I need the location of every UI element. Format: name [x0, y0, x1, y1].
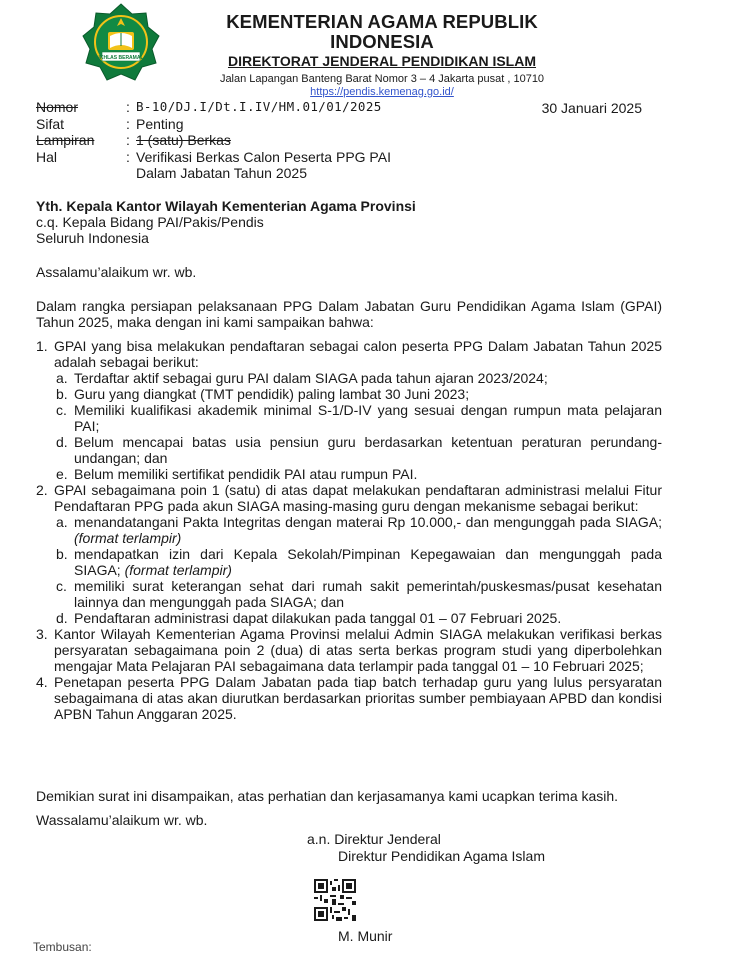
main-list [36, 338, 662, 722]
ministry-name: KEMENTERIAN AGAMA REPUBLIK INDONESIA [226, 11, 538, 52]
item-number: 2. [36, 482, 48, 498]
sub-item [54, 578, 662, 610]
sub-list [54, 370, 662, 482]
item-number: 3. [36, 626, 48, 642]
letterhead [172, 12, 592, 99]
sub-item [54, 434, 662, 466]
addressee-line2: c.q. Kepala Bidang PAI/Pakis/Pendis [36, 214, 264, 230]
sub-item-number: c. [56, 578, 67, 594]
colon: : [126, 148, 130, 165]
sifat-row [36, 116, 391, 133]
signature-an: a.n. Direktur Jenderal [307, 831, 441, 847]
hal-value-line1: Verifikasi Berkas Calon Peserta PPG PAI [136, 148, 391, 165]
directorate-name: DIREKTORAT JENDERAL PENDIDIKAN ISLAM [227, 53, 537, 69]
sub-item-text: Terdaftar aktif sebagai guru PAI dalam SIAGA pada tahun ajaran 2023/2024; [74, 370, 548, 386]
hal-row [36, 149, 391, 182]
list-item [36, 482, 662, 626]
hal-value [136, 149, 391, 182]
signatory-name: M. Munir [338, 928, 393, 944]
item-text: Penetapan peserta PPG Dalam Jabatan pada tiap batch terhadap guru yang lulus persyaratan sebagaimana di atas akan diurutkan berdasarkan prioritas sumber pembiayaan APBD dan kondisi APBN Tahun Anggaran 2025. [54, 674, 662, 722]
item-text: Kantor Wilayah Kementerian Agama Provinsi melalui Admin SIAGA melakukan verifikasi berkas persyaratan sebagaimana poin 2 (dua) di atas serta berkas program studi yang diperbolehkan mengajar Mata Pelajaran PAI sebagaimana data terlampir pada tanggal 01 – 10 Februari 2025; [54, 626, 662, 674]
sifat-value: Penting [136, 115, 184, 132]
format-note: (format terlampir) [74, 530, 182, 546]
sub-item-number: b. [56, 386, 68, 402]
colon: : [126, 99, 130, 115]
hal-label: Hal [36, 148, 58, 165]
item-number: 1. [36, 338, 48, 354]
qr-code-icon [314, 879, 356, 921]
list-item [36, 674, 662, 722]
sub-item [54, 386, 662, 402]
closing-paragraph: Demikian surat ini disampaikan, atas perhatian dan kerjasamanya kami ucapkan terima kasih. [36, 788, 619, 804]
sub-item [54, 546, 662, 578]
sub-item-text: Belum memiliki sertifikat pendidik PAI atau rumpun PAI. [74, 466, 418, 482]
addressee-line3: Seluruh Indonesia [36, 230, 149, 246]
signature-title: Direktur Pendidikan Agama Islam [338, 848, 545, 864]
office-address: Jalan Lapangan Banteng Barat Nomor 3 – 4 Jakarta pusat , 10710 [219, 73, 545, 85]
sub-item [54, 370, 662, 386]
list-item [36, 338, 662, 482]
sub-item [54, 466, 662, 482]
letter-meta [36, 99, 391, 182]
sub-item-text: Memiliki kualifikasi akademik minimal S-1/D-IV yang sesuai dengan rumpun mata pelajaran PAI; [74, 402, 662, 434]
sub-item-number: b. [56, 546, 68, 562]
sub-item [54, 514, 662, 546]
farewell: Wassalamu’alaikum wr. wb. [36, 812, 208, 828]
colon: : [126, 132, 130, 148]
logo-text: IKHLAS BERAMAL [98, 55, 144, 61]
sub-item-text: memiliki surat keterangan sehat dari rumah sakit pemerintah/puskesmas/pusat kesehatan lainnya dan mengunggah pada SIAGA; dan [74, 578, 662, 610]
intro-paragraph: Dalam rangka persiapan pelaksanaan PPG Dalam Jabatan Guru Pendidikan Agama Islam (GPAI) Tahun 2025, maka dengan ini kami sampaikan bahwa: [36, 298, 662, 330]
sub-item-number: a. [56, 514, 68, 530]
sub-item-number: d. [56, 610, 68, 626]
sifat-label: Sifat [36, 115, 65, 132]
sub-item-text: Guru yang diangkat (TMT pendidik) paling lambat 30 Juni 2023; [74, 386, 470, 402]
list-item [36, 626, 662, 674]
sub-item-number: c. [56, 402, 67, 418]
sub-item-text: Belum mencapai batas usia pensiun guru berdasarkan ketentuan peraturan perundang-undangan; dan [74, 434, 662, 466]
colon: : [126, 115, 130, 132]
lampiran-label: Lampiran [36, 132, 95, 148]
item-text: GPAI sebagaimana poin 1 (satu) di atas dapat melakukan pendaftaran administrasi melalui Fitur Pendaftaran PPG pada akun SIAGA masing-masing guru dengan mekanisme sebagai berikut: [54, 482, 662, 514]
hal-value-line2: Dalam Jabatan Tahun 2025 [136, 165, 307, 181]
nomor-label: Nomor [36, 99, 79, 115]
item-number: 4. [36, 674, 48, 690]
sub-item-number: a. [56, 370, 68, 386]
greeting: Assalamu’alaikum wr. wb. [36, 264, 197, 280]
nomor-row [36, 99, 391, 116]
addressee [36, 198, 416, 246]
letter-date: 30 Januari 2025 [541, 100, 642, 116]
sub-list [54, 514, 662, 626]
sub-item-number: e. [56, 466, 68, 482]
website-link[interactable]: https://pendis.kemenag.go.id/ [310, 86, 454, 98]
sub-item [54, 402, 662, 434]
sub-item-text: menandatangani Pakta Integritas dengan materai Rp 10.000,- dan mengunggah pada SIAGA; [74, 514, 662, 530]
sub-item-number: d. [56, 434, 68, 450]
lampiran-value: 1 (satu) Berkas [136, 132, 231, 148]
lampiran-row [36, 132, 391, 149]
item-text: GPAI yang bisa melakukan pendaftaran sebagai calon peserta PPG Dalam Jabatan Tahun 2025 adalah sebagai berikut: [54, 338, 662, 370]
addressee-line1: Yth. Kepala Kantor Wilayah Kementerian Agama Provinsi [36, 198, 416, 214]
sub-item [54, 610, 662, 626]
kemenag-logo [80, 2, 162, 84]
sub-item-text: Pendaftaran administrasi dapat dilakukan pada tanggal 01 – 07 Februari 2025. [74, 610, 562, 626]
sub-item-text: mendapatkan izin dari Kepala Sekolah/Pimpinan Kepegawaian dan mengunggah pada SIAGA; [74, 546, 662, 578]
format-note: (format terlampir) [124, 562, 232, 578]
nomor-value: B-10/DJ.I/Dt.I.IV/HM.01/01/2025 [136, 99, 382, 114]
footer-cc: Tembusan: [33, 940, 92, 954]
